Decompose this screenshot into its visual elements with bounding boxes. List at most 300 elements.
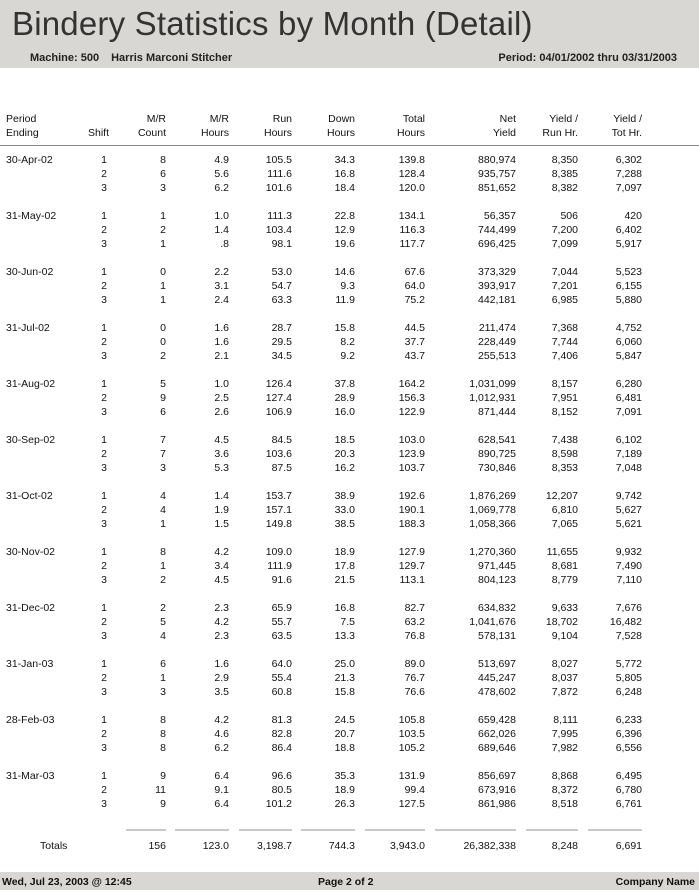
total-run-hours: 3,198.7: [256, 840, 292, 852]
machine-info: [30, 52, 232, 64]
table-cell-total-hours: 156.3: [398, 392, 425, 404]
table-cell-run-hours: 63.3: [271, 294, 292, 306]
table-cell-yield-per-run-hr: 7,744: [551, 336, 578, 348]
table-cell-total-hours: 164.2: [398, 378, 425, 390]
period-start: 04/01/2002: [539, 52, 595, 64]
period-thru: thru: [597, 52, 619, 64]
table-cell-mr-count: 5: [160, 616, 166, 628]
table-cell-yield-per-run-hr: 8,152: [551, 406, 578, 418]
period-ending-cell: 31-Jan-03: [6, 658, 54, 670]
table-cell-run-hours: 82.8: [271, 728, 292, 740]
table-cell-total-hours: 128.4: [398, 168, 425, 180]
table-cell-yield-per-tot-hr: 6,060: [615, 336, 642, 348]
table-cell-yield-per-run-hr: 9,633: [551, 602, 578, 614]
table-cell-shift: 2: [101, 616, 107, 628]
table-cell-mr-count: 9: [160, 798, 166, 810]
table-cell-down-hours: 15.8: [334, 686, 355, 698]
table-cell-yield-per-tot-hr: 6,280: [615, 378, 642, 390]
table-cell-mr-count: 1: [160, 560, 166, 572]
table-cell-yield-per-tot-hr: 6,556: [615, 742, 642, 754]
table-cell-yield-per-tot-hr: 6,761: [615, 798, 642, 810]
table-cell-yield-per-run-hr: 7,368: [551, 322, 578, 334]
table-cell-down-hours: 21.3: [334, 672, 355, 684]
table-cell-yield-per-tot-hr: 7,490: [615, 560, 642, 572]
table-cell-yield-per-run-hr: 12,207: [545, 490, 578, 502]
table-cell-down-hours: 38.9: [334, 490, 355, 502]
table-cell-shift: 3: [101, 518, 107, 530]
table-cell-yield-per-run-hr: 7,200: [551, 224, 578, 236]
table-cell-net-yield: 871,444: [478, 406, 516, 418]
table-cell-mr-hours: .8: [220, 238, 229, 250]
table-cell-mr-count: 0: [160, 266, 166, 278]
table-cell-mr-hours: 6.2: [214, 182, 229, 194]
table-cell-total-hours: 116.3: [399, 224, 425, 236]
table-cell-net-yield: 478,602: [478, 686, 516, 698]
table-cell-yield-per-tot-hr: 5,917: [615, 238, 642, 250]
period-ending-cell: 28-Feb-03: [6, 714, 55, 726]
table-cell-yield-per-tot-hr: 5,627: [615, 504, 642, 516]
table-cell-run-hours: 54.7: [271, 280, 292, 292]
table-cell-net-yield: 890,725: [478, 448, 516, 460]
table-cell-yield-per-tot-hr: 7,097: [615, 182, 642, 194]
table-cell-mr-count: 3: [160, 686, 166, 698]
table-cell-yield-per-tot-hr: 6,102: [615, 434, 642, 446]
table-cell-shift: 2: [101, 280, 107, 292]
table-cell-total-hours: 127.5: [398, 798, 425, 810]
table-cell-net-yield: 696,425: [478, 238, 516, 250]
table-cell-net-yield: 689,646: [478, 742, 516, 754]
table-cell-shift: 2: [101, 672, 107, 684]
table-cell-yield-per-run-hr: 18,702: [545, 616, 578, 628]
column-header-line: Yield: [493, 127, 516, 139]
table-cell-run-hours: 111.6: [267, 168, 292, 180]
total-down-hours: 744.3: [328, 840, 355, 852]
table-cell-net-yield: 513,697: [478, 658, 516, 670]
table-cell-run-hours: 63.5: [271, 630, 292, 642]
table-cell-run-hours: 87.5: [271, 462, 292, 474]
table-cell-down-hours: 25.0: [334, 658, 355, 670]
period-ending-cell: 30-Apr-02: [6, 154, 53, 166]
table-cell-net-yield: 1,270,360: [469, 546, 516, 558]
table-cell-total-hours: 103.7: [398, 462, 425, 474]
table-cell-mr-count: 9: [160, 392, 166, 404]
table-cell-run-hours: 111.9: [267, 560, 292, 572]
table-cell-yield-per-tot-hr: 7,048: [615, 462, 642, 474]
column-header-mr-count: [138, 112, 166, 140]
table-cell-yield-per-tot-hr: 6,248: [615, 686, 642, 698]
table-cell-down-hours: 16.8: [334, 602, 355, 614]
table-cell-net-yield: 730,846: [478, 462, 516, 474]
table-cell-down-hours: 8.2: [340, 336, 355, 348]
table-cell-shift: 1: [101, 434, 107, 446]
table-cell-shift: 2: [101, 168, 107, 180]
table-cell-mr-count: 6: [160, 168, 166, 180]
total-rule: [435, 829, 516, 831]
total-net-yield: 26,382,338: [463, 840, 516, 852]
column-header-yield-per-tot-hr: [612, 112, 642, 140]
table-cell-total-hours: 37.7: [404, 336, 425, 348]
table-cell-down-hours: 18.9: [334, 546, 355, 558]
table-cell-mr-hours: 1.4: [214, 490, 229, 502]
table-cell-net-yield: 744,499: [478, 224, 516, 236]
table-cell-mr-count: 5: [160, 378, 166, 390]
table-cell-mr-hours: 1.0: [214, 210, 229, 222]
table-cell-yield-per-run-hr: 6,985: [551, 294, 578, 306]
table-cell-mr-count: 8: [160, 728, 166, 740]
table-cell-yield-per-run-hr: 9,104: [551, 630, 578, 642]
column-header-line: Count: [137, 127, 166, 139]
total-rule: [526, 829, 578, 831]
table-cell-down-hours: 18.4: [334, 182, 355, 194]
table-cell-mr-hours: 1.5: [214, 518, 229, 530]
table-cell-yield-per-run-hr: 8,598: [551, 448, 578, 460]
table-cell-mr-hours: 2.4: [214, 294, 229, 306]
table-cell-down-hours: 12.9: [334, 224, 355, 236]
table-cell-yield-per-run-hr: 7,065: [551, 518, 578, 530]
table-cell-mr-hours: 1.0: [214, 378, 229, 390]
machine-name: Harris Marconi Stitcher: [111, 52, 233, 64]
period-ending-cell: 31-Jul-02: [6, 322, 50, 334]
table-cell-yield-per-run-hr: 8,037: [551, 672, 578, 684]
table-cell-down-hours: 15.8: [334, 322, 355, 334]
table-cell-yield-per-run-hr: 7,201: [551, 280, 578, 292]
table-cell-run-hours: 106.9: [265, 406, 292, 418]
table-cell-mr-count: 0: [160, 336, 166, 348]
table-cell-mr-hours: 2.2: [214, 266, 229, 278]
table-cell-down-hours: 18.9: [334, 784, 355, 796]
period-end: 03/31/2003: [621, 52, 677, 64]
table-cell-total-hours: 190.1: [398, 504, 425, 516]
table-cell-down-hours: 9.3: [340, 280, 355, 292]
table-cell-run-hours: 105.5: [265, 154, 292, 166]
table-cell-shift: 3: [101, 742, 107, 754]
table-cell-total-hours: 76.8: [404, 630, 425, 642]
table-cell-mr-hours: 1.6: [214, 658, 229, 670]
table-cell-yield-per-tot-hr: 7,110: [616, 574, 642, 586]
total-yield-per-run-hr: 8,248: [551, 840, 578, 852]
table-cell-run-hours: 55.7: [271, 616, 292, 628]
table-cell-total-hours: 99.4: [404, 784, 425, 796]
table-cell-mr-hours: 1.9: [214, 504, 229, 516]
table-cell-down-hours: 16.2: [334, 462, 355, 474]
table-cell-yield-per-run-hr: 8,779: [551, 574, 578, 586]
table-cell-down-hours: 13.3: [334, 630, 355, 642]
table-cell-down-hours: 11.9: [335, 294, 355, 306]
column-header-line: Yield /: [613, 113, 642, 125]
table-cell-mr-count: 11: [155, 784, 166, 796]
table-cell-run-hours: 98.1: [271, 238, 292, 250]
column-header-shift: [88, 112, 109, 140]
table-cell-net-yield: 228,449: [478, 336, 516, 348]
table-cell-yield-per-run-hr: 8,372: [551, 784, 578, 796]
column-header-line: Hours: [396, 127, 425, 139]
machine-label: Machine:: [30, 52, 78, 64]
table-cell-shift: 2: [101, 392, 107, 404]
table-cell-yield-per-tot-hr: 6,396: [615, 728, 642, 740]
table-cell-shift: 3: [101, 238, 107, 250]
table-cell-run-hours: 81.3: [271, 714, 292, 726]
table-cell-total-hours: 120.0: [398, 182, 425, 194]
table-cell-yield-per-run-hr: 11,655: [546, 546, 578, 558]
table-cell-total-hours: 89.0: [404, 658, 425, 670]
table-cell-shift: 2: [101, 224, 107, 236]
table-cell-mr-hours: 2.5: [214, 392, 229, 404]
table-cell-mr-count: 1: [160, 518, 166, 530]
table-cell-mr-count: 1: [160, 280, 166, 292]
table-cell-run-hours: 109.0: [265, 546, 292, 558]
table-cell-shift: 1: [101, 658, 107, 670]
period-ending-cell: 31-May-02: [6, 210, 57, 222]
table-cell-total-hours: 192.6: [398, 490, 425, 502]
table-cell-yield-per-tot-hr: 6,302: [615, 154, 642, 166]
table-cell-run-hours: 80.5: [271, 784, 292, 796]
column-header-line: M/R: [146, 113, 166, 125]
table-cell-shift: 1: [101, 210, 107, 222]
table-cell-yield-per-run-hr: 8,157: [551, 378, 578, 390]
period-ending-cell: 30-Nov-02: [6, 546, 56, 558]
table-cell-shift: 3: [101, 798, 107, 810]
table-cell-mr-count: 1: [160, 210, 166, 222]
table-cell-yield-per-tot-hr: 5,847: [615, 350, 642, 362]
table-cell-net-yield: 851,652: [478, 182, 516, 194]
table-cell-total-hours: 131.9: [398, 770, 425, 782]
table-cell-mr-hours: 1.6: [214, 336, 229, 348]
period-label: Period:: [498, 52, 537, 64]
table-cell-total-hours: 139.8: [398, 154, 425, 166]
table-cell-down-hours: 16.8: [334, 168, 355, 180]
table-cell-run-hours: 28.7: [271, 322, 292, 334]
column-header-line: Run Hr.: [542, 127, 578, 139]
machine-number: 500: [80, 52, 100, 64]
table-cell-run-hours: 55.4: [271, 672, 292, 684]
table-cell-mr-count: 1: [160, 294, 166, 306]
column-header-line: [88, 112, 109, 126]
table-cell-mr-count: 8: [160, 742, 166, 754]
table-cell-yield-per-run-hr: 7,951: [551, 392, 578, 404]
table-cell-mr-count: 2: [160, 350, 166, 362]
total-mr-hours: 123.0: [202, 840, 229, 852]
table-cell-mr-hours: 5.6: [214, 168, 229, 180]
table-cell-yield-per-run-hr: 8,518: [551, 798, 578, 810]
table-cell-yield-per-run-hr: 6,810: [551, 504, 578, 516]
table-cell-shift: 1: [101, 154, 107, 166]
table-cell-run-hours: 149.8: [265, 518, 292, 530]
table-cell-run-hours: 103.4: [265, 224, 292, 236]
table-cell-total-hours: 122.9: [398, 406, 425, 418]
table-cell-run-hours: 34.5: [271, 350, 292, 362]
table-cell-yield-per-tot-hr: 6,780: [615, 784, 642, 796]
total-rule: [301, 829, 355, 831]
table-cell-yield-per-tot-hr: 5,805: [615, 672, 642, 684]
table-cell-net-yield: 211,474: [478, 322, 516, 334]
table-cell-run-hours: 111.3: [267, 210, 292, 222]
table-cell-shift: 3: [101, 574, 107, 586]
total-rule: [126, 829, 166, 831]
table-cell-down-hours: 17.8: [334, 560, 355, 572]
table-cell-total-hours: 127.9: [398, 546, 425, 558]
table-cell-down-hours: 38.5: [334, 518, 355, 530]
table-cell-run-hours: 86.4: [271, 742, 292, 754]
table-cell-net-yield: 373,329: [478, 266, 516, 278]
table-cell-down-hours: 28.9: [334, 392, 355, 404]
table-cell-total-hours: 117.7: [399, 238, 425, 250]
table-cell-run-hours: 101.6: [265, 182, 292, 194]
column-header-line: Down: [328, 113, 355, 125]
table-cell-down-hours: 19.6: [334, 238, 355, 250]
table-cell-net-yield: 634,832: [478, 602, 516, 614]
table-cell-total-hours: 103.0: [398, 434, 425, 446]
table-cell-net-yield: 1,876,269: [469, 490, 516, 502]
table-cell-run-hours: 91.6: [271, 574, 292, 586]
table-cell-yield-per-tot-hr: 7,091: [615, 406, 642, 418]
report-title: Bindery Statistics by Month (Detail): [12, 5, 533, 42]
table-cell-down-hours: 34.3: [334, 154, 355, 166]
table-cell-mr-count: 3: [160, 182, 166, 194]
table-cell-total-hours: 188.3: [398, 518, 425, 530]
print-timestamp: Wed, Jul 23, 2003 @ 12:45: [2, 876, 132, 888]
table-cell-run-hours: 157.1: [265, 504, 292, 516]
table-cell-net-yield: 1,012,931: [469, 392, 516, 404]
column-header-mr-hours: [201, 112, 229, 140]
total-mr-count: 156: [148, 840, 166, 852]
table-cell-yield-per-run-hr: 8,353: [551, 462, 578, 474]
period-ending-cell: 31-Dec-02: [6, 602, 56, 614]
table-cell-net-yield: 1,031,099: [469, 378, 516, 390]
table-cell-yield-per-tot-hr: 4,752: [615, 322, 642, 334]
total-yield-per-tot-hr: 6,691: [615, 840, 642, 852]
table-cell-yield-per-run-hr: 8,868: [551, 770, 578, 782]
table-cell-mr-count: 0: [160, 322, 166, 334]
table-cell-total-hours: 67.6: [404, 266, 425, 278]
table-cell-down-hours: 37.8: [334, 378, 355, 390]
table-cell-run-hours: 84.5: [271, 434, 292, 446]
table-cell-shift: 3: [101, 686, 107, 698]
table-cell-yield-per-run-hr: 506: [560, 210, 578, 222]
column-header-run-hours: [264, 112, 292, 140]
table-cell-net-yield: 804,123: [478, 574, 516, 586]
table-cell-shift: 1: [101, 378, 107, 390]
total-rule: [365, 829, 425, 831]
table-cell-run-hours: 65.9: [271, 602, 292, 614]
table-cell-yield-per-run-hr: 8,681: [551, 560, 578, 572]
total-rule: [239, 829, 292, 831]
table-cell-yield-per-run-hr: 7,982: [551, 742, 578, 754]
table-cell-mr-count: 6: [160, 658, 166, 670]
table-cell-total-hours: 129.7: [398, 560, 425, 572]
table-cell-net-yield: 971,445: [478, 560, 516, 572]
table-cell-mr-hours: 9.1: [214, 784, 229, 796]
table-cell-total-hours: 44.5: [404, 322, 425, 334]
table-cell-total-hours: 63.2: [404, 616, 425, 628]
table-cell-shift: 3: [101, 182, 107, 194]
table-cell-shift: 3: [101, 630, 107, 642]
table-cell-mr-hours: 2.3: [214, 630, 229, 642]
table-cell-mr-hours: 3.1: [214, 280, 229, 292]
table-cell-net-yield: 393,917: [478, 280, 516, 292]
table-cell-mr-count: 9: [160, 770, 166, 782]
page-number: Page 2 of 2: [318, 876, 374, 888]
table-cell-down-hours: 18.8: [334, 742, 355, 754]
table-cell-yield-per-run-hr: 7,995: [551, 728, 578, 740]
table-cell-shift: 2: [101, 560, 107, 572]
table-cell-net-yield: 442,181: [478, 294, 516, 306]
column-header-line: M/R: [209, 113, 229, 125]
table-cell-mr-hours: 2.3: [214, 602, 229, 614]
table-cell-mr-hours: 5.3: [214, 462, 229, 474]
total-total-hours: 3,943.0: [389, 840, 425, 852]
table-cell-mr-count: 1: [160, 238, 166, 250]
table-cell-total-hours: 123.9: [398, 448, 425, 460]
table-cell-down-hours: 7.5: [340, 616, 355, 628]
table-cell-net-yield: 1,058,366: [469, 518, 516, 530]
column-header-period-ending: [6, 112, 39, 140]
table-cell-mr-count: 8: [160, 714, 166, 726]
table-cell-mr-hours: 2.6: [214, 406, 229, 418]
table-cell-shift: 2: [101, 784, 107, 796]
column-header-line: Hours: [200, 127, 229, 139]
table-cell-total-hours: 76.6: [404, 686, 425, 698]
table-cell-net-yield: 662,026: [478, 728, 516, 740]
table-cell-mr-count: 1: [160, 672, 166, 684]
table-cell-run-hours: 29.5: [271, 336, 292, 348]
column-header-line: Tot Hr.: [611, 127, 642, 139]
table-cell-yield-per-tot-hr: 5,621: [615, 518, 642, 530]
table-cell-yield-per-tot-hr: 5,880: [615, 294, 642, 306]
totals-label: Totals: [40, 840, 68, 852]
table-cell-yield-per-tot-hr: 6,155: [615, 280, 642, 292]
table-cell-total-hours: 43.7: [404, 350, 425, 362]
table-cell-run-hours: 60.8: [271, 686, 292, 698]
table-cell-net-yield: 935,757: [478, 168, 516, 180]
table-cell-down-hours: 20.3: [334, 448, 355, 460]
table-cell-mr-hours: 6.4: [214, 798, 229, 810]
table-cell-down-hours: 9.2: [340, 350, 355, 362]
table-cell-yield-per-tot-hr: 5,523: [615, 266, 642, 278]
table-cell-down-hours: 21.5: [334, 574, 355, 586]
table-cell-mr-hours: 4.2: [214, 714, 229, 726]
table-cell-yield-per-tot-hr: 6,495: [615, 770, 642, 782]
table-cell-mr-hours: 3.5: [214, 686, 229, 698]
table-cell-mr-count: 8: [160, 546, 166, 558]
table-cell-total-hours: 82.7: [404, 602, 425, 614]
table-cell-net-yield: 445,247: [478, 672, 516, 684]
table-cell-shift: 1: [101, 602, 107, 614]
table-cell-net-yield: 56,357: [483, 210, 516, 222]
table-cell-down-hours: 16.0: [334, 406, 355, 418]
table-cell-mr-hours: 3.6: [214, 448, 229, 460]
table-cell-yield-per-run-hr: 8,382: [551, 182, 578, 194]
table-cell-run-hours: 96.6: [271, 770, 292, 782]
table-cell-shift: 2: [101, 448, 107, 460]
table-cell-mr-hours: 2.1: [214, 350, 229, 362]
table-cell-shift: 3: [101, 294, 107, 306]
table-cell-run-hours: 64.0: [271, 658, 292, 670]
table-cell-yield-per-tot-hr: 6,402: [615, 224, 642, 236]
table-cell-shift: 2: [101, 504, 107, 516]
table-cell-yield-per-run-hr: 8,111: [553, 714, 578, 726]
table-cell-net-yield: 659,428: [478, 714, 516, 726]
column-header-line: Run: [272, 113, 292, 125]
table-cell-mr-hours: 4.2: [214, 546, 229, 558]
table-cell-yield-per-run-hr: 8,350: [551, 154, 578, 166]
table-cell-mr-count: 4: [160, 630, 166, 642]
table-cell-mr-count: 7: [160, 434, 166, 446]
table-cell-run-hours: 127.4: [265, 392, 292, 404]
table-cell-yield-per-run-hr: 7,438: [551, 434, 578, 446]
column-header-line: Period: [6, 113, 37, 125]
column-header-net-yield: [493, 112, 516, 140]
column-header-total-hours: [397, 112, 425, 140]
